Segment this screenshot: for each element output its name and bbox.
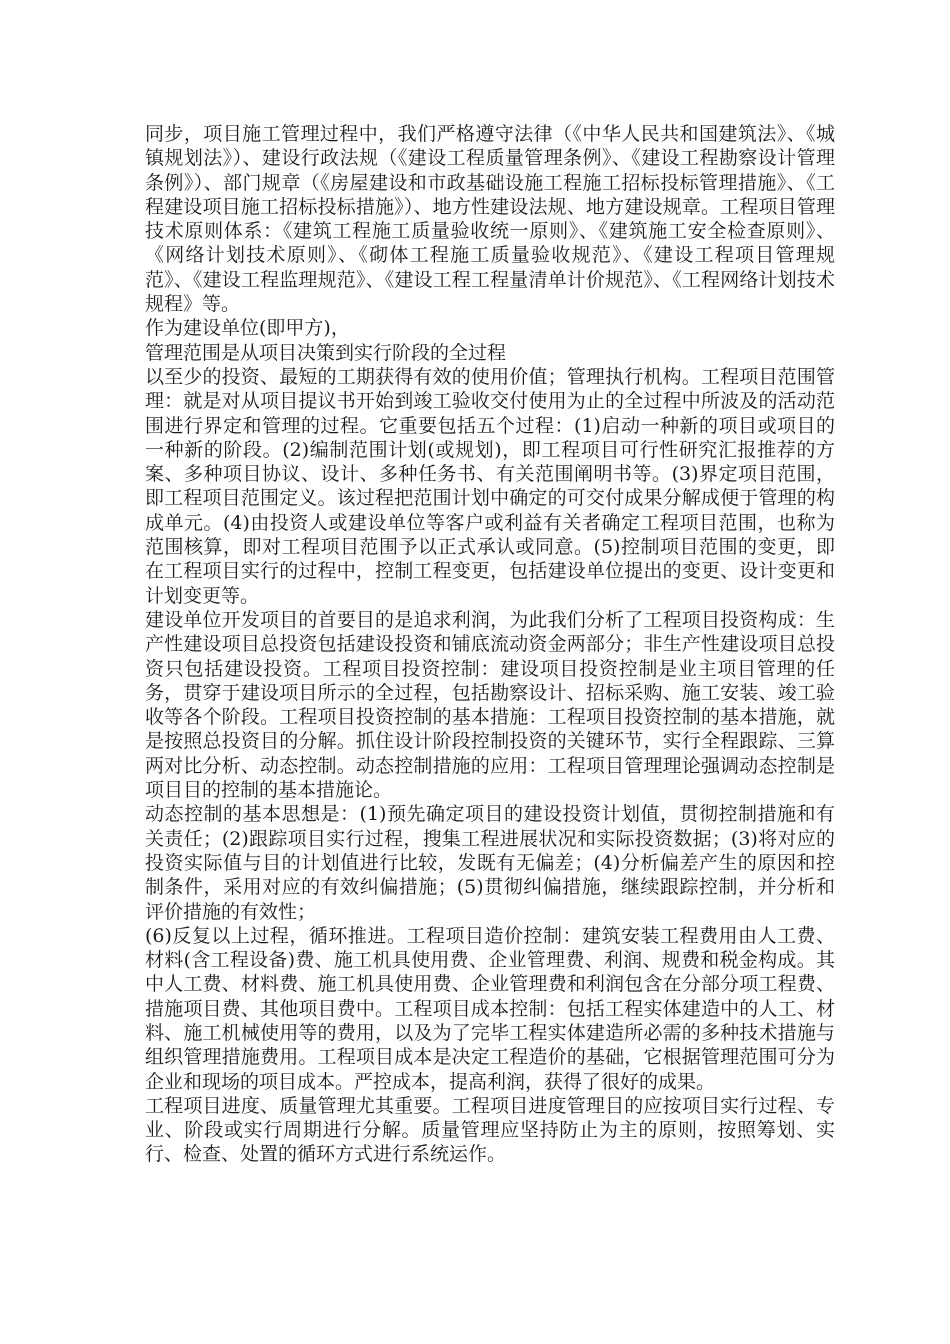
paragraph-investment-control: 建设单位开发项目的首要目的是追求利润，为此我们分析了工程项目投资构成：生产性建设项目总投资包括建设投资和铺底流动资金两部分；非生产性建设项目总投资只包括建设投资。工程项目投资控制：建设项目投资控制是业主项目管理的任务，贯穿于建设项目所示的全过程，包括勘察设计、招标采购、施工安装、竣工验收等各个阶段。工程项目投资控制的基本措施：工程项目投资控制的基本措施，就是按照总投资目的分解。抓住设计阶段控制投资的关键环节，实行全程跟踪、三算两对比分析、动态控制。动态控制措施的应用：工程项目管理理论强调动态控制是项目目的控制的基本措施论。 xyxy=(145,608,835,802)
paragraph-management-scope: 管理范围是从项目决策到实行阶段的全过程 xyxy=(145,341,507,364)
paragraph-construction-unit: 作为建设单位(即甲方)， xyxy=(145,317,350,340)
paragraph-schedule-quality: 工程项目进度、质量管理尤其重要。工程项目进度管理目的应按项目实行过程、专业、阶段或实行周期进行分解。质量管理应坚持防止为主的原则，按照筹划、实行、检查、处置的循环方式进行系统运作。 xyxy=(145,1094,835,1166)
paragraph-dynamic-control: 动态控制的基本思想是：(1)预先确定项目的建设投资计划值，贯彻控制措施和有关责任；(2)跟踪项目实行过程，搜集工程进展状况和实际投资数据；(3)将对应的投资实际值与目的计划值进行比较，发既有无偏差；(4)分析偏差产生的原因和控制条件，采用对应的有效纠偏措施；(5)贯彻纠偏措施，继续跟踪控制，并分析和评价措施的有效性； xyxy=(145,803,835,923)
paragraph-legal-framework: 同步，项目施工管理过程中，我们严格遵守法律（《中华人民共和国建筑法》、《城镇规划法》）、建设行政法规（《建设工程质量管理条例》、《建设工程勘察设计管理条例》）、部门规章（《房屋建设和市政基础设施工程施工招标投标管理措施》、《工程建设项目施工招标投标措施》）、地方性建设法规、地方建设规章。工程项目管理技术原则体系：《建筑工程施工质量验收统一原则》、《建筑施工安全检查原则》、《网络计划技术原则》、《砌体工程施工质量验收规范》、《建设工程项目管理规范》、《建设工程监理规范》、《建设工程工程量清单计价规范》、《工程网络计划技术规程》等。 xyxy=(145,123,835,316)
paragraph-cost-control: (6)反复以上过程，循环推进。工程项目造价控制：建筑安装工程费用由人工费、材料(含工程设备)费、施工机具使用费、企业管理费、利润、规费和税金构成。其中人工费、材料费、施工机具使用费、企业管理费和利润包含在分部分项工程费、措施项目费、其他项目费中。工程项目成本控制：包括工程实体建造中的人工、材料、施工机械使用等的费用，以及为了完毕工程实体建造所必需的多种技术措施与组织管理措施费用。工程项目成本是决定工程造价的基础，它根据管理范围可分为企业和现场的项目成本。严控成本，提高利润，获得了很好的成果。 xyxy=(145,924,835,1093)
paragraph-scope-management: 以至少的投资、最短的工期获得有效的使用价值；管理执行机构。工程项目范围管理：就是对从项目提议书开始到竣工验收交付使用为止的全过程中所波及的活动范围进行界定和管理的过程。它重要包括五个过程：(1)启动一种新的项目或项目的一种新的阶段。(2)编制范围计划(或规划)，即工程项目可行性研究汇报推荐的方案、多种项目协议、设计、多种任务书、有关范围阐明书等。(3)界定项目范围，即工程项目范围定义。该过程把范围计划中确定的可交付成果分解成便于管理的构成单元。(4)由投资人或建设单位等客户或利益有关者确定工程项目范围，也称为范围核算，即对工程项目范围予以正式承认或同意。(5)控制项目范围的变更，即在工程项目实行的过程中，控制工程变更，包括建设单位提出的变更、设计变更和计划变更等。 xyxy=(145,365,835,607)
document-body xyxy=(145,122,835,1167)
